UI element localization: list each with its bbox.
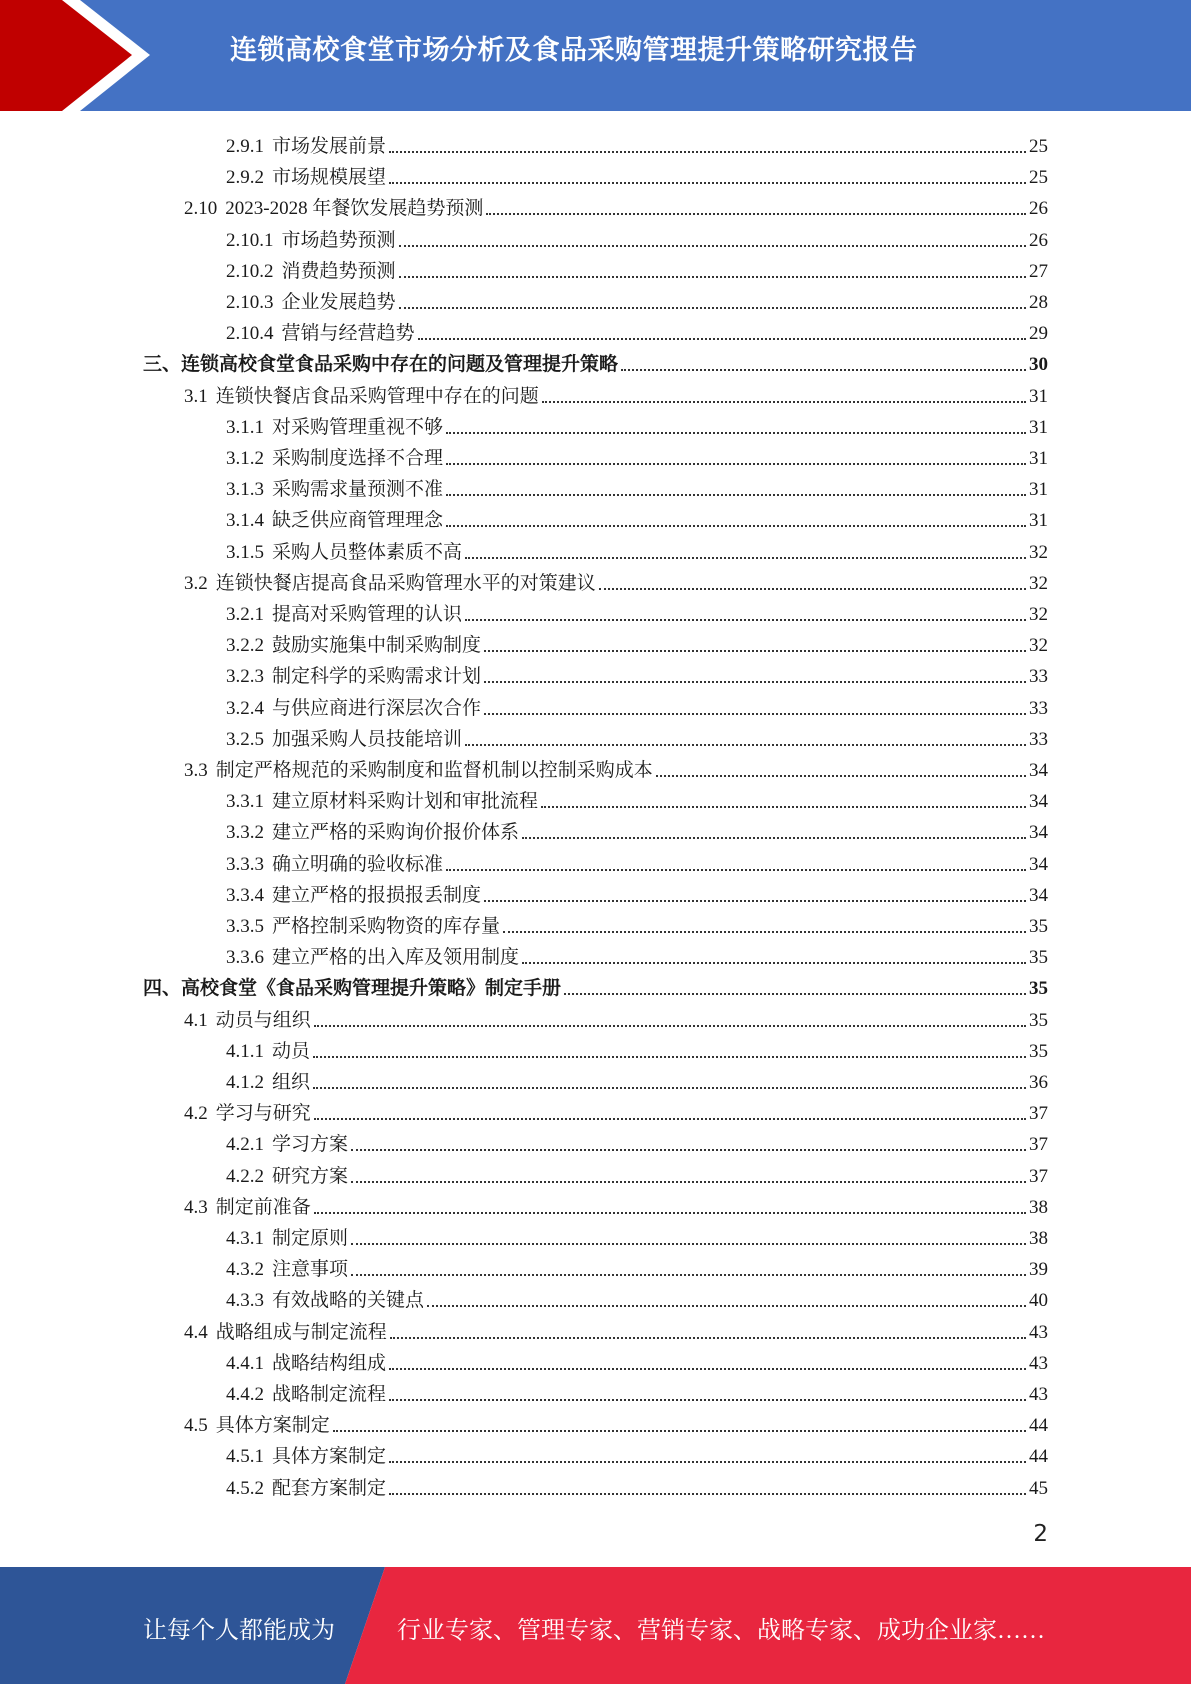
toc-entry[interactable] [226,222,1048,253]
toc-entry-text: 连锁快餐店食品采购管理中存在的问题 [215,385,539,407]
toc-entry-text: 制定科学的采购需求计划 [272,666,482,688]
toc-entry-text: 制定严格规范的采购制度和监督机制以控制采购成本 [215,760,653,781]
toc-dot-leader [486,213,1026,215]
toc-entry-page: 25 [1029,167,1048,189]
toc-dot-leader [446,869,1026,871]
toc-entry-page: 45 [1029,1477,1048,1499]
toc-entry-text: 市场规模展望 [272,167,387,189]
toc-entry-text: 动员与组织 [215,1009,311,1031]
toc-entry-title [226,166,386,190]
toc-entry-title [226,322,415,346]
toc-entry-title [226,697,481,721]
toc-entry-text: 市场发展前景 [272,136,387,157]
toc-dot-leader [389,1493,1026,1495]
toc-entry-text: 战略结构组成 [272,1352,387,1374]
toc-entry-text: 2023-2028 年餐饮发展趋势预测 [225,198,484,220]
toc-entry-page: 38 [1029,1196,1048,1218]
toc-entry-text: 加强采购人员技能培训 [272,728,463,750]
toc-entry-number: 2.10.4 [226,323,274,345]
toc-entry-text: 研究方案 [272,1165,349,1187]
toc-entry[interactable] [184,190,1048,221]
toc-entry-page: 25 [1029,136,1048,157]
toc-entry[interactable] [226,1376,1048,1407]
toc-entry[interactable] [184,1189,1048,1220]
toc-entry[interactable] [226,409,1048,440]
toc-dot-leader [465,744,1026,746]
toc-entry-title [226,135,386,159]
toc-entry[interactable] [226,690,1048,721]
toc-dot-leader [484,713,1026,715]
footer-slogan-left: 让每个人都能成为 [143,1618,335,1644]
toc-entry-text: 配套方案制定 [272,1477,387,1499]
toc-entry[interactable] [226,284,1048,315]
toc-dot-leader [446,494,1026,496]
toc-entry[interactable] [226,159,1048,190]
toc-entry-title [226,915,500,939]
toc-entry-page: 32 [1029,572,1048,594]
toc-entry-page: 31 [1029,416,1048,438]
toc-entry[interactable] [184,1407,1048,1438]
toc-dot-leader [333,1430,1026,1432]
toc-entry-title [184,1321,387,1345]
toc-entry[interactable] [226,1470,1048,1501]
toc-entry-text: 战略制定流程 [272,1384,387,1405]
toc-entry-number: 3.1 [184,385,208,407]
toc-entry[interactable] [226,721,1048,752]
toc-entry-number: 4.1 [184,1009,208,1031]
toc-entry-text: 消费趋势预测 [281,260,396,282]
toc-dot-leader [389,182,1026,184]
toc-entry-number: 2.10 [184,198,218,220]
toc-entry-title [226,478,443,502]
toc-entry-text: 市场趋势预测 [281,229,396,251]
toc-entry-text: 有效战略的关键点 [272,1290,425,1312]
toc-entry-page: 30 [1029,354,1048,376]
toc-dot-leader [465,619,1026,621]
toc-entry-number: 4.1.1 [226,1040,264,1062]
toc-dot-leader [351,1243,1026,1245]
toc-entry-text: 鼓励实施集中制采购制度 [272,635,482,657]
toc-entry[interactable] [226,315,1048,346]
toc-dot-leader [313,1087,1026,1089]
toc-entry-page: 32 [1029,541,1048,563]
toc-entry-number: 3.3.5 [226,916,264,937]
toc-entry-title [226,416,443,440]
toc-dot-leader [389,1461,1026,1463]
toc-entry-number: 2.9.1 [226,136,264,157]
toc-entry[interactable] [226,596,1048,627]
toc-entry-text: 组织 [272,1072,311,1093]
toc-entry-page: 35 [1029,1040,1048,1062]
toc-entry-page: 34 [1029,791,1048,813]
toc-entry-text: 注意事项 [272,1259,349,1281]
toc-entry-page: 35 [1029,947,1048,969]
toc-dot-leader [314,1118,1026,1120]
toc-entry-page: 39 [1029,1259,1048,1281]
toc-entry-text: 采购制度选择不合理 [272,448,444,469]
toc-entry[interactable] [226,1251,1048,1282]
toc-entry[interactable] [226,1033,1048,1064]
toc-dot-leader [542,401,1026,403]
toc-entry-page: 32 [1029,635,1048,657]
toc-entry-title [184,1009,311,1033]
toc-dot-leader [446,463,1026,465]
toc-entry[interactable] [226,128,1048,159]
toc-entry[interactable] [184,1095,1048,1126]
toc-entry[interactable] [143,970,1048,1001]
toc-entry-text: 学习与研究 [215,1103,311,1125]
toc-entry-text: 制定原则 [272,1228,349,1249]
toc-dot-leader [656,775,1026,777]
toc-dot-leader [314,1025,1026,1027]
toc-entry-page: 38 [1029,1228,1048,1249]
toc-entry-page: 32 [1029,604,1048,625]
toc-entry-title [184,759,653,783]
toc-dot-leader [389,1368,1026,1370]
toc-entry-page: 35 [1029,978,1048,1000]
toc-entry-number: 3.3.1 [226,791,264,813]
toc-entry-page: 34 [1029,822,1048,844]
toc-entry-page: 43 [1029,1321,1048,1343]
toc-entry-page: 26 [1029,198,1048,220]
toc-entry-text: 三、连锁高校食堂食品采购中存在的问题及管理提升策略 [143,354,619,376]
toc-dot-leader [313,1056,1026,1058]
footer-slogan-right: 行业专家、管理专家、营销专家、战略专家、成功企业家…… [397,1618,1045,1644]
toc-entry[interactable] [226,939,1048,970]
toc-entry-page: 34 [1029,853,1048,875]
toc-entry-title [184,1102,311,1126]
toc-entry-number: 4.5.2 [226,1477,264,1499]
toc-entry-page: 40 [1029,1290,1048,1312]
toc-entry-text: 营销与经营趋势 [281,323,415,345]
toc-entry-number: 4.4 [184,1321,208,1343]
toc-dot-leader [351,1274,1026,1276]
toc-entry-title [226,728,462,752]
toc-entry[interactable] [226,1345,1048,1376]
toc-entry-page: 37 [1029,1103,1048,1125]
toc-entry-title [226,1289,424,1313]
toc-dot-leader [389,151,1026,153]
toc-entry-title [226,447,443,471]
toc-entry-number: 2.10.2 [226,260,274,282]
toc-entry-title [226,1258,348,1282]
toc-entry-text: 严格控制采购物资的库存量 [272,916,501,937]
toc-entry-number: 3.2 [184,572,208,594]
toc-entry-page: 31 [1029,448,1048,469]
toc-entry-number: 4.3 [184,1196,208,1218]
toc-entry-text: 具体方案制定 [215,1415,330,1437]
toc-entry-title [226,509,443,533]
toc-entry-number: 4.4.2 [226,1384,264,1405]
toc-entry-number: 3.3.4 [226,884,264,906]
toc-entry-title [226,1477,386,1501]
toc-entry-page: 29 [1029,323,1048,345]
toc-entry-title [226,853,443,877]
toc-entry[interactable] [226,783,1048,814]
toc-entry[interactable] [226,1064,1048,1095]
page-footer [0,1567,1191,1684]
toc-entry-number: 4.1.2 [226,1072,264,1093]
toc-entry-text: 与供应商进行深层次合作 [272,697,482,719]
toc-entry[interactable] [226,1438,1048,1469]
toc-entry[interactable] [184,565,1048,596]
toc-entry-page: 43 [1029,1352,1048,1374]
toc-entry-title [184,1414,330,1438]
toc-entry-number: 3.2.1 [226,604,264,625]
toc-entry[interactable] [226,440,1048,471]
toc-entry-title [226,884,481,908]
toc-entry-title [226,634,481,658]
toc-entry-number: 4.5 [184,1415,208,1437]
toc-entry-page: 44 [1029,1446,1048,1468]
toc-entry-title [226,821,519,845]
toc-entry-number: 3.3.2 [226,822,264,844]
toc-dot-leader [484,681,1026,683]
toc-entry-page: 35 [1029,916,1048,937]
toc-entry-title [226,1165,348,1189]
toc-dot-leader [621,369,1026,371]
toc-entry-text: 制定前准备 [215,1196,311,1218]
toc-entry[interactable] [226,1126,1048,1157]
toc-entry-title [226,260,396,284]
toc-entry-number: 3.1.4 [226,510,264,532]
toc-entry-title [184,197,483,221]
toc-entry-title [226,1445,386,1469]
toc-entry-page: 37 [1029,1165,1048,1187]
toc-entry-number: 4.2 [184,1103,208,1125]
toc-entry[interactable] [226,253,1048,284]
toc-entry-number: 4.2.2 [226,1165,264,1187]
toc-entry-page: 33 [1029,697,1048,719]
toc-entry-number: 3.2.4 [226,697,264,719]
toc-entry-text: 建立严格的出入库及领用制度 [272,947,520,969]
toc-dot-leader [389,1399,1026,1401]
toc-entry[interactable] [184,1314,1048,1345]
toc-entry[interactable] [226,1158,1048,1189]
toc-entry-number: 4.2.1 [226,1134,264,1156]
toc-entry-text: 四、高校食堂《食品采购管理提升策略》制定手册 [143,978,562,1000]
toc-entry-text: 缺乏供应商管理理念 [272,510,444,532]
toc-entry-number: 2.9.2 [226,167,264,189]
toc-entry-number: 4.4.1 [226,1352,264,1374]
toc-entry-title [226,229,396,253]
toc-dot-leader [522,962,1026,964]
toc-entry-page: 31 [1029,479,1048,501]
toc-entry-number: 4.3.3 [226,1290,264,1312]
toc-entry-text: 建立原材料采购计划和审批流程 [272,791,539,813]
toc-entry-title [226,1352,386,1376]
toc-dot-leader [522,837,1026,839]
toc-entry-page: 33 [1029,666,1048,688]
toc-entry-number: 3.1.1 [226,416,264,438]
toc-entry-number: 3.2.5 [226,728,264,750]
toc-entry[interactable] [184,1002,1048,1033]
toc-dot-leader [351,1181,1026,1183]
toc-entry-page: 31 [1029,385,1048,407]
toc-entry-text: 采购人员整体素质不高 [272,541,463,563]
toc-entry-number: 2.10.1 [226,229,274,251]
toc-entry-number: 3.2.3 [226,666,264,688]
toc-entry[interactable] [226,814,1048,845]
toc-entry-title [226,1040,310,1064]
toc-entry-page: 37 [1029,1134,1048,1156]
toc-entry-title [226,603,462,627]
page-number: 2 [1033,1521,1048,1547]
toc-entry-title [226,1383,386,1407]
toc-entry[interactable] [226,658,1048,689]
toc-entry[interactable] [226,908,1048,939]
toc-entry-text: 企业发展趋势 [281,292,396,313]
toc-entry-title [184,1196,311,1220]
toc-entry-number: 3.1.5 [226,541,264,563]
toc-entry-title [184,385,539,409]
toc-entry-page: 28 [1029,292,1048,313]
toc-dot-leader [484,650,1026,652]
toc-entry-text: 学习方案 [272,1134,349,1156]
toc-entry-number: 3.2.2 [226,635,264,657]
toc-entry-text: 建立严格的报损报丢制度 [272,884,482,906]
toc-entry-page: 44 [1029,1415,1048,1437]
toc-entry[interactable] [226,534,1048,565]
toc-entry[interactable] [226,502,1048,533]
toc-entry-text: 战略组成与制定流程 [215,1321,387,1343]
toc-dot-leader [427,1305,1026,1307]
toc-entry-page: 34 [1029,760,1048,781]
toc-entry-text: 对采购管理重视不够 [272,416,444,438]
toc-dot-leader [351,1149,1026,1151]
toc-dot-leader [465,557,1026,559]
toc-entry-page: 26 [1029,229,1048,251]
toc-entry-text: 动员 [272,1040,311,1062]
toc-dot-leader [446,432,1026,434]
toc-dot-leader [314,1212,1026,1214]
toc-entry-title [226,790,538,814]
toc-entry-page: 34 [1029,884,1048,906]
toc-entry-number: 4.3.1 [226,1228,264,1249]
toc-entry-title [226,291,396,315]
toc-entry-page: 31 [1029,510,1048,532]
toc-dot-leader [390,1337,1026,1339]
toc-dot-leader [399,276,1026,278]
toc-entry-number: 3.1.3 [226,479,264,501]
toc-entry-title [226,1071,310,1095]
toc-entry-text: 采购需求量预测不准 [272,479,444,501]
toc-entry[interactable] [226,877,1048,908]
toc-entry[interactable] [143,346,1048,377]
toc-entry-text: 连锁快餐店提高食品采购管理水平的对策建议 [215,572,596,594]
toc-entry[interactable] [226,1220,1048,1251]
toc-entry-text: 建立严格的采购询价报价体系 [272,822,520,844]
toc-entry-page: 43 [1029,1384,1048,1405]
toc-dot-leader [564,993,1026,995]
toc-dot-leader [399,307,1026,309]
toc-entry-text: 具体方案制定 [272,1446,387,1468]
report-title: 连锁高校食堂市场分析及食品采购管理提升策略研究报告 [230,35,918,66]
toc-dot-leader [418,338,1026,340]
page-header [0,0,1191,111]
toc-entry-text: 确立明确的验收标准 [272,853,444,875]
toc-entry-page: 27 [1029,260,1048,282]
toc-entry-title [226,1133,348,1157]
toc-dot-leader [484,900,1026,902]
toc-entry-title [143,353,618,377]
toc-entry[interactable] [184,378,1048,409]
toc-dot-leader [599,588,1026,590]
toc-entry-text: 提高对采购管理的认识 [272,604,463,625]
toc-entry-page: 35 [1029,1009,1048,1031]
toc-entry-number: 3.1.2 [226,448,264,469]
toc-entry-title [226,1227,348,1251]
toc-entry-number: 3.3 [184,760,208,781]
toc-entry-number: 4.3.2 [226,1259,264,1281]
toc-dot-leader [503,931,1026,933]
toc-entry-title [143,977,561,1001]
toc-entry-page: 36 [1029,1072,1048,1093]
toc-dot-leader [446,525,1026,527]
toc-entry-page: 33 [1029,728,1048,750]
toc-entry[interactable] [226,471,1048,502]
toc-dot-leader [399,245,1026,247]
toc-entry[interactable] [226,627,1048,658]
toc-entry-number: 3.3.6 [226,947,264,969]
toc-entry[interactable] [226,846,1048,877]
toc-entry-number: 4.5.1 [226,1446,264,1468]
toc-entry-title [226,665,481,689]
toc-entry[interactable] [184,752,1048,783]
toc-entry-title [184,572,596,596]
toc-dot-leader [541,806,1026,808]
toc-entry-number: 2.10.3 [226,292,274,313]
toc-entry-number: 3.3.3 [226,853,264,875]
toc-entry-title [226,541,462,565]
toc-entry-title [226,946,519,970]
toc-entry[interactable] [226,1282,1048,1313]
